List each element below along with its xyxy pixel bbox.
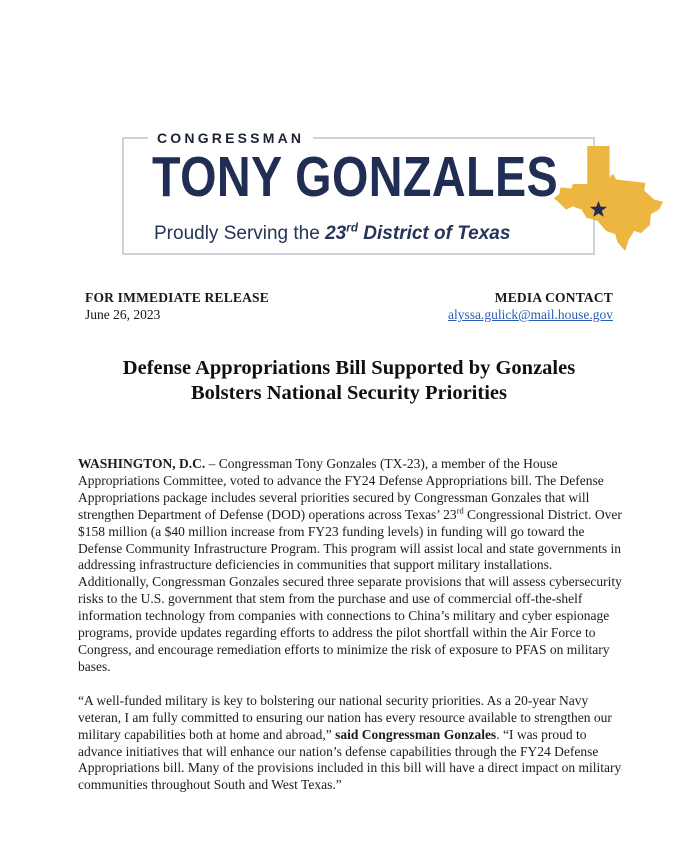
texas-icon	[552, 146, 665, 251]
release-info-row	[85, 289, 613, 323]
media-contact-label: MEDIA CONTACT	[494, 290, 613, 305]
press-release-body	[78, 456, 624, 811]
texas-shape	[554, 146, 663, 251]
press-release-headline: Defense Appropriations Bill Supported by Gonzales Bolsters National Security Priorities	[122, 357, 576, 404]
letterhead-eyebrow: CONGRESSMAN	[148, 129, 313, 148]
letterhead-logo	[122, 130, 595, 255]
release-block	[85, 289, 269, 323]
letterhead-tagline: Proudly Serving the 23rd District of Texas	[154, 221, 511, 244]
body-paragraph: WASHINGTON, D.C. – Congressman Tony Gonzales (TX-23), a member of the House Appropriations Committee, voted to advance the FY24 Defense Appropriations bill. The Defense Appropriations package includes several priorities secured by Congressman Gonzales that will strengthen Department of Defense (DOD) operations across Texas’ 23rd Congressional District. Over $158 million (a $40 million increase from FY23 funding levels) in funding will go toward the Defense Community Infrastructure Program. This program will assist local and state governments in addressing infrastructure deficiencies in communities that support military installations. Additionally, Congressman Gonzales secured three separate provisions that will assess cybersecurity risks to the U.S. government that stem from the purchase and use of commercial off-the-shelf information technology from companies with connections to China’s military and cyber espionage programs, provide updates regarding efforts to address the pilot shortfall within the Air Force to Congress, and encourage remediation efforts to minimize the risk of exposure to PFAS on military bases.	[78, 456, 622, 674]
texas-state-graphic	[552, 146, 665, 251]
release-date: June 26, 2023	[85, 307, 161, 322]
media-contact-block	[448, 289, 613, 323]
media-contact-email-link[interactable]: alyssa.gulick@mail.house.gov	[447, 307, 613, 322]
release-label: FOR IMMEDIATE RELEASE	[85, 290, 269, 305]
letterhead-name: TONY GONZALES	[152, 145, 559, 209]
body-paragraph: “A well-funded military is key to bolstering our national security priorities. As a 20-year Navy veteran, I am fully committed to ensuring our nation has every resource available to strengthen our military capabilities both at home and abroad,” said Congressman Gonzales. “I was proud to advance initiatives that will enhance our nation’s defense capabilities through the FY24 Defense Appropriations bill. Many of the provisions included in this bill will have a direct impact on military communities throughout South and West Texas.”	[78, 692, 622, 793]
